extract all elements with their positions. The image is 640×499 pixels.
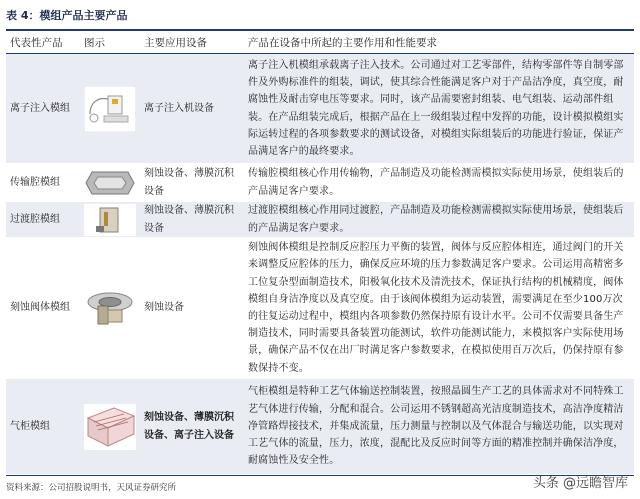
transition-chamber-icon bbox=[84, 204, 136, 236]
product-image bbox=[80, 164, 140, 202]
transfer-chamber-icon bbox=[84, 166, 136, 200]
product-image bbox=[80, 202, 140, 238]
table-header-row bbox=[6, 31, 634, 54]
header-description: 产品在设备中所起的主要作用和性能要求 bbox=[244, 31, 634, 54]
table-row bbox=[6, 202, 634, 238]
product-application: 离子注入机设备 bbox=[140, 54, 244, 164]
product-description: 气柜模组是特种工艺气体输送控制装置，按照晶圆生产工艺的具体需求对不同特殊工艺气体进行传输，分配和混合。公司运用不锈钢超高光洁度制造技术，高洁净度精洁净管路焊接技术，并集成流量，压力测量与控制以及气体混合与输送功能，以实现对工艺气体的流量，压力，浓度，混配比及反应时间等方面的精准控制并确保洁净度，耐腐蚀性及安全性。 bbox=[244, 379, 634, 475]
product-application: 刻蚀设备、薄膜沉积设备、离子注入设备 bbox=[140, 379, 244, 475]
product-application: 刻蚀设备、薄膜沉积设备 bbox=[140, 164, 244, 202]
product-application: 刻蚀设备 bbox=[140, 238, 244, 379]
watermark bbox=[533, 472, 628, 491]
ion-implant-module-icon bbox=[84, 86, 136, 132]
header-image: 图示 bbox=[80, 31, 140, 54]
product-name: 刻蚀阀体模组 bbox=[6, 238, 80, 379]
header-application: 主要应用设备 bbox=[140, 31, 244, 54]
product-application: 刻蚀设备、薄膜沉积设备 bbox=[140, 202, 244, 238]
product-table bbox=[6, 31, 634, 475]
product-image bbox=[80, 54, 140, 164]
product-name: 传输腔模组 bbox=[6, 164, 80, 202]
product-description: 传输腔模组核心作用传输物，产品制造及功能检测需模拟实际使用场景，使组装后的产品满足客户要求。 bbox=[244, 164, 634, 202]
product-image bbox=[80, 379, 140, 475]
table-row bbox=[6, 379, 634, 475]
source-note: 资料来源：公司招股说明书，天风证券研究所 bbox=[6, 483, 177, 493]
gas-cabinet-icon bbox=[84, 404, 136, 450]
product-image bbox=[80, 238, 140, 379]
table-row bbox=[6, 54, 634, 164]
product-description: 刻蚀阀体模组是控制反应腔压力平衡的装置，阀体与反应腔体相连，通过阀门的开关来调整反应腔体的压力，确保反应环境的压力参数满足客户要求。公司运用高精密多工位复杂型面制造技术，阳极氧化技术及清洗技术，保证执行结构的机械精度，阀体模组自身洁净度以及真空度。由于该阀体模组为运动装置，需要满足在至少100万次的往复运动过程中，模组内各项参数仍然保持原有设计水平。公司不仅需要具备生产制造技术，同时需要具备装置功能测试，软件功能测试能力，来模拟客户实际使用场景，确保产品不仅在出厂时满足客户参数要求，在模拟使用百万次后，仍保持原有参数保持不变。 bbox=[244, 238, 634, 379]
table-title: 表 4：模组产品主要产品 bbox=[6, 9, 128, 22]
table-row bbox=[6, 164, 634, 202]
product-name: 过渡腔模组 bbox=[6, 202, 80, 238]
etch-valve-icon bbox=[84, 286, 136, 330]
product-description: 离子注入机模组承载离子注入技术。公司通过对工艺零部件，结构零部件等自制零部件及外购标准件的组装，调试，使其综合性能满足客户对于产品洁净度，真空度，耐腐蚀性及耐击穿电压等要求。同时，该产品需要密封组装、电气组装、运动部件组装。在产品组装完成后，根据产品在上一级组装过程中发挥的功能，设计模拟模组实际运转过程的各项参数要求的测试设备，对模组实际组装后的功能进行验证，保证产品满足客户的最终要求。 bbox=[244, 54, 634, 164]
product-name: 气柜模组 bbox=[6, 379, 80, 475]
header-product: 代表性产品 bbox=[6, 31, 80, 54]
product-description: 过渡腔模组核心作用同过渡腔，产品制造及功能检测需模拟实际使用场景，使组装后的产品满足客户要求。 bbox=[244, 202, 634, 238]
product-name: 离子注入模组 bbox=[6, 54, 80, 164]
table-row bbox=[6, 238, 634, 379]
watermark-text: 头条 @远瞻智库 bbox=[532, 476, 628, 491]
